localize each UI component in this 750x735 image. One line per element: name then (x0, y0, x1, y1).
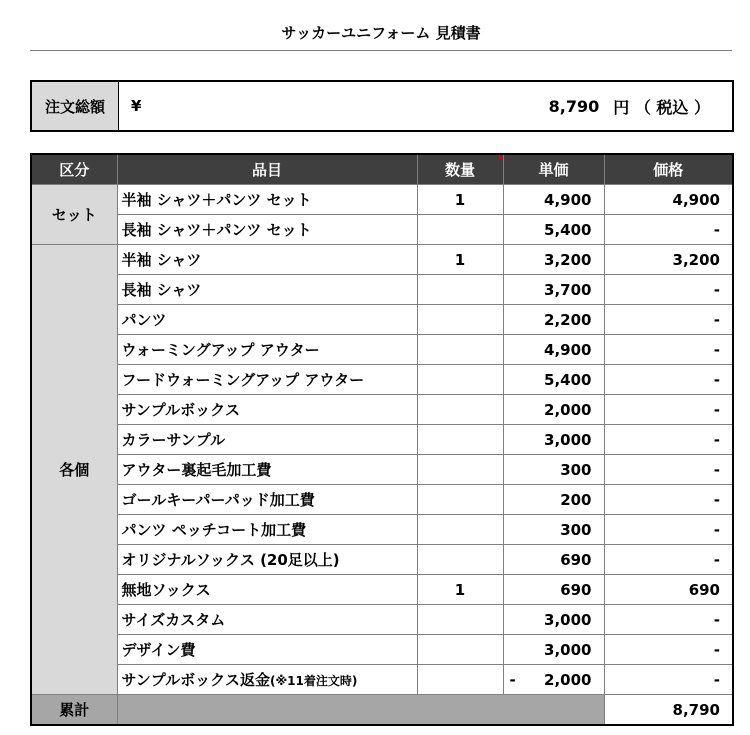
table-row (31, 575, 733, 605)
item-cell[interactable] (117, 665, 417, 695)
item-label: サンプルボックス返金 (121, 671, 271, 689)
footer-label: 累計 (31, 695, 117, 726)
header-quantity: 数量 (417, 154, 503, 185)
unit-price-cell[interactable]: 3,000 (503, 425, 604, 455)
item-cell[interactable]: パンツ ペッチコート加工費 (117, 515, 417, 545)
table-row (31, 185, 733, 215)
unit-price-cell[interactable]: 200 (503, 485, 604, 515)
price-cell[interactable]: - (604, 455, 733, 485)
quantity-cell[interactable] (417, 215, 503, 245)
unit-price-cell[interactable]: 5,400 (503, 365, 604, 395)
item-cell[interactable]: ウォーミングアップ アウター (117, 335, 417, 365)
header-unit-price: 単価 (503, 154, 604, 185)
table-row (31, 485, 733, 515)
header-category: 区分 (31, 154, 117, 185)
item-note: (※11着注文時) (270, 674, 358, 688)
item-cell[interactable]: 無地ソックス (117, 575, 417, 605)
price-cell[interactable]: - (604, 305, 733, 335)
quantity-cell[interactable] (417, 335, 503, 365)
price-cell[interactable]: 690 (604, 575, 733, 605)
item-cell[interactable]: 半袖 シャツ (117, 245, 417, 275)
table-footer-row (31, 695, 733, 726)
item-cell[interactable]: カラーサンプル (117, 425, 417, 455)
price-cell[interactable]: - (604, 395, 733, 425)
quantity-cell[interactable] (417, 515, 503, 545)
quantity-cell[interactable] (417, 485, 503, 515)
price-cell[interactable]: - (604, 485, 733, 515)
table-row (31, 665, 733, 695)
quantity-cell[interactable] (417, 455, 503, 485)
table-row (31, 395, 733, 425)
footer-spacer (117, 695, 604, 726)
quantity-cell[interactable] (417, 305, 503, 335)
item-cell[interactable]: フードウォーミングアップ アウター (117, 365, 417, 395)
table-header-row (31, 154, 733, 185)
price-cell[interactable]: 4,900 (604, 185, 733, 215)
price-cell[interactable]: 3,200 (604, 245, 733, 275)
item-cell[interactable]: ゴールキーパーパッド加工費 (117, 485, 417, 515)
unit-price-cell[interactable]: 3,000 (503, 635, 604, 665)
category-cell-individual: 各個 (31, 245, 117, 695)
table-row (31, 275, 733, 305)
unit-price-cell[interactable]: 4,900 (503, 335, 604, 365)
unit-price-cell[interactable]: 5,400 (503, 215, 604, 245)
quantity-cell[interactable] (417, 395, 503, 425)
order-total-amount: 8,790 (548, 96, 600, 116)
order-total-unit: 円 （ 税込 ） (613, 97, 710, 117)
unit-price-value: 2,000 (544, 670, 592, 689)
price-cell[interactable]: - (604, 515, 733, 545)
currency-symbol: ¥ (131, 97, 142, 115)
item-cell[interactable]: パンツ (117, 305, 417, 335)
table-row (31, 335, 733, 365)
unit-price-cell[interactable]: 690 (503, 545, 604, 575)
table-row (31, 545, 733, 575)
header-price: 価格 (604, 154, 733, 185)
quantity-cell[interactable] (417, 275, 503, 305)
negative-sign: - (509, 670, 516, 689)
unit-price-cell[interactable]: 300 (503, 455, 604, 485)
table-row (31, 605, 733, 635)
price-cell[interactable]: - (604, 635, 733, 665)
page-title: サッカーユニフォーム 見積書 (281, 24, 481, 42)
unit-price-cell[interactable]: 3,000 (503, 605, 604, 635)
footer-total: 8,790 (604, 695, 733, 726)
quantity-cell[interactable] (417, 635, 503, 665)
table-row (31, 455, 733, 485)
comment-marker-icon[interactable] (497, 156, 502, 161)
price-cell[interactable]: - (604, 425, 733, 455)
price-cell[interactable]: - (604, 215, 733, 245)
table-row (31, 515, 733, 545)
table-row (31, 215, 733, 245)
price-cell[interactable]: - (604, 275, 733, 305)
price-cell[interactable]: - (604, 365, 733, 395)
table-row (31, 425, 733, 455)
item-cell[interactable]: デザイン費 (117, 635, 417, 665)
quantity-cell[interactable] (417, 605, 503, 635)
table-row (31, 365, 733, 395)
quantity-cell[interactable]: 1 (417, 575, 503, 605)
table-row (31, 245, 733, 275)
price-cell[interactable]: - (604, 665, 733, 695)
table-row (31, 635, 733, 665)
item-cell[interactable]: アウター裏起毛加工費 (117, 455, 417, 485)
order-total-value (171, 82, 732, 130)
title-divider (30, 50, 732, 51)
price-cell[interactable]: - (604, 335, 733, 365)
category-cell-set: セット (31, 185, 117, 245)
price-cell[interactable]: - (604, 545, 733, 575)
unit-price-cell[interactable]: 2,000 (503, 395, 604, 425)
item-cell[interactable]: サイズカスタム (117, 605, 417, 635)
item-cell[interactable]: 長袖 シャツ (117, 275, 417, 305)
estimate-table (30, 153, 734, 726)
quantity-cell[interactable] (417, 665, 503, 695)
unit-price-cell[interactable]: 2,200 (503, 305, 604, 335)
item-cell[interactable]: オリジナルソックス (20足以上) (117, 545, 417, 575)
unit-price-cell[interactable]: 3,200 (503, 245, 604, 275)
unit-price-cell[interactable]: 690 (503, 575, 604, 605)
quantity-cell[interactable]: 1 (417, 185, 503, 215)
unit-price-cell[interactable]: 300 (503, 515, 604, 545)
order-total-box (30, 80, 734, 132)
unit-price-cell[interactable]: 3,700 (503, 275, 604, 305)
unit-price-cell[interactable]: 4,900 (503, 185, 604, 215)
order-total-label: 注文総額 (32, 82, 119, 130)
item-cell[interactable]: 半袖 シャツ＋パンツ セット (117, 185, 417, 215)
table-row (31, 305, 733, 335)
price-cell[interactable]: - (604, 605, 733, 635)
quantity-cell[interactable] (417, 425, 503, 455)
quantity-cell[interactable]: 1 (417, 245, 503, 275)
header-item: 品目 (117, 154, 417, 185)
item-cell[interactable]: 長袖 シャツ＋パンツ セット (117, 215, 417, 245)
quantity-cell[interactable] (417, 545, 503, 575)
item-cell[interactable]: サンプルボックス (117, 395, 417, 425)
unit-price-cell[interactable] (503, 665, 604, 695)
quantity-cell[interactable] (417, 365, 503, 395)
